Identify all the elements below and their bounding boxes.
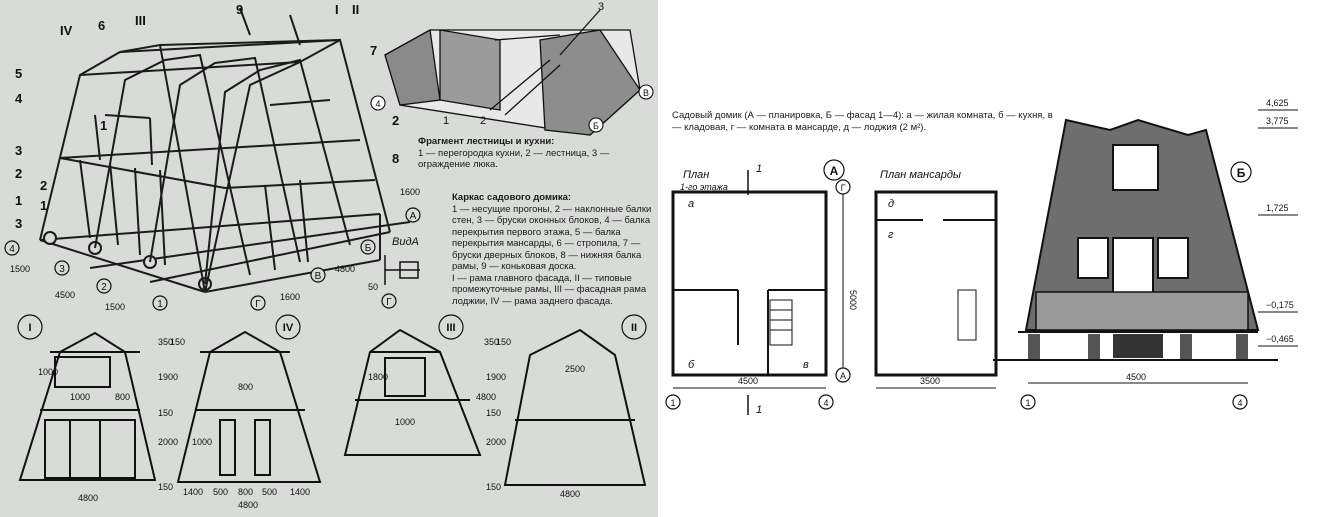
axis-3: 3: [59, 264, 65, 275]
stair-axis-V: В: [642, 88, 650, 98]
frame-I-2000: 2000: [158, 437, 179, 447]
frame-IV-500b: 500: [262, 487, 278, 497]
frame-III-150: 150: [496, 337, 512, 347]
frame-caption-title: Каркас садового домика:: [452, 192, 572, 203]
axis-G: Г: [255, 299, 261, 310]
frame-III-1900: 1900: [486, 372, 507, 382]
frame-I-150b: 150: [158, 408, 174, 418]
dim-50: 50: [368, 282, 379, 292]
frame-II-4800: 4800: [560, 489, 581, 499]
label-7: 7: [370, 43, 378, 58]
label-1b: 1: [15, 193, 23, 208]
frame-II-number: II: [630, 322, 638, 334]
label-2: 2: [392, 113, 400, 128]
house-caption-text: Садовый домик (А — планировка, Б — фасад 1—4): а — жилая комната, б — кухня, в — кладовая, г — комната в мансарде, д — лоджия (2 м²).: [672, 110, 1053, 133]
dim-1500b: 1500: [105, 302, 126, 312]
plan1-room-a: а: [688, 198, 695, 210]
facade-dim-4500: 4500: [1126, 372, 1147, 382]
frame-I-150a: 150: [170, 337, 186, 347]
plan1-axis-1: 1: [670, 398, 676, 408]
plan1-axis-A: А: [839, 371, 847, 381]
level-0465: −0,465: [1266, 334, 1294, 344]
stair-n1: 1: [443, 115, 450, 127]
label-8: 8: [392, 151, 400, 166]
frame-caption-text: 1 — несущие прогоны, 2 — наклонные балки стен, 3 — бруски оконных блоков, 4 — балка перекрытия первого этажа, 5 — балка перекрытия мансарды, 6 — стропила, 7 — бруски дверных блоков, 8 — нижняя балка рамы, 9 — коньковая доска.: [452, 203, 652, 272]
frame-II-2500: 2500: [565, 364, 586, 374]
label-2c: 2: [40, 178, 48, 193]
frame-III-150c: 150: [486, 482, 502, 492]
label-2b: 2: [15, 166, 23, 181]
axis-G2: Г: [386, 297, 392, 308]
stair-fragment: [385, 10, 640, 135]
axis-V: В: [314, 271, 322, 282]
frame-IV-1400a: 1400: [183, 487, 204, 497]
plan2-title: План мансарды: [880, 169, 962, 181]
label-5: 5: [15, 66, 23, 81]
level-3775: 3,775: [1266, 116, 1289, 126]
stair-n2: 2: [480, 115, 487, 127]
plan1-room-b: б: [688, 359, 695, 371]
label-6: 6: [98, 18, 106, 33]
frame-caption-text2: I — рама главного фасада, II — типовые промежуточные рамы, III — фасадная рама лоджии, IV — рама заднего фасада.: [452, 272, 647, 307]
label-I: I: [335, 2, 339, 17]
plan2-dim-3500: 3500: [920, 376, 941, 386]
frame-III-150b: 150: [486, 408, 502, 418]
frame-I-350: 350: [158, 337, 174, 347]
axis-B: Б: [364, 243, 372, 254]
plan1-dim-5000: 5000: [848, 290, 858, 311]
frame-IV-1400b: 1400: [290, 487, 311, 497]
frame-I-800: 800: [115, 392, 131, 402]
frame-III-1000: 1000: [395, 417, 416, 427]
axis-4: 4: [9, 244, 15, 255]
frame-caption: [452, 192, 652, 307]
axis-1: 1: [157, 299, 163, 310]
plan1-title-1: План: [683, 169, 710, 181]
label-9: 9: [236, 2, 244, 17]
plan2-room-g: г: [888, 229, 894, 241]
label-3b: 3: [15, 216, 23, 231]
label-IV: IV: [60, 23, 73, 38]
facade-axis-4: 4: [1237, 398, 1243, 408]
label-II: II: [352, 2, 360, 17]
frame-III-2000: 2000: [486, 437, 507, 447]
plan1-axis-G: Г: [840, 183, 846, 193]
plan1-cut-bot: 1: [756, 404, 763, 416]
plan2-room-d: д: [888, 198, 895, 210]
frame-IV-number: IV: [282, 322, 294, 334]
level-1725: 1,725: [1266, 203, 1289, 213]
facade-big-B: Б: [1236, 166, 1246, 180]
plan1-title-2: 1-го этажа: [680, 182, 728, 192]
label-3: 3: [15, 143, 23, 158]
frame-IV-4800: 4800: [238, 500, 259, 510]
frame-III-4800: 4800: [476, 392, 497, 402]
frame-IV-800b: 800: [238, 487, 254, 497]
facade: [993, 110, 1298, 383]
dim-1600a: 1600: [400, 187, 421, 197]
vid-label: ВидА: [392, 236, 419, 248]
frame-I-number: I: [28, 322, 32, 334]
frame-III-1800: 1800: [368, 372, 389, 382]
house-plans-svg: [658, 0, 1326, 517]
frame-IV-800: 800: [238, 382, 254, 392]
frame-I-1000h: 1000: [70, 392, 91, 402]
dim-4800: 4800: [335, 264, 356, 274]
label-4: 4: [15, 91, 23, 106]
level-0175: −0,175: [1266, 300, 1294, 310]
stair-caption-text: 1 — перегородка кухни, 2 — лестница, 3 — ограждение люка.: [418, 147, 610, 170]
dim-1600b: 1600: [280, 292, 301, 302]
stair-caption: [418, 136, 653, 171]
plan1-cut-top: 1: [756, 163, 763, 175]
label-1: 1: [100, 118, 108, 133]
axis-2: 2: [101, 282, 107, 293]
frame-III-350: 350: [484, 337, 500, 347]
frame-III-number: III: [446, 322, 456, 334]
left-panel-frame-drawings: [0, 0, 658, 517]
frame-I-1900: 1900: [158, 372, 179, 382]
stair-caption-title: Фрагмент лестницы и кухни:: [418, 136, 555, 147]
plan1-dim-4500: 4500: [738, 376, 759, 386]
frame-IV-1000: 1000: [192, 437, 213, 447]
level-4625: 4,625: [1266, 98, 1289, 108]
facade-axis-1: 1: [1025, 398, 1031, 408]
right-panel-house-plans: [658, 0, 1326, 517]
label-1c: 1: [40, 198, 48, 213]
frame-I-4800: 4800: [78, 493, 99, 503]
isometric-frame: [40, 8, 410, 292]
plan-attic: [876, 192, 996, 388]
stair-axis-B: Б: [593, 121, 599, 131]
dim-4500: 4500: [55, 290, 76, 300]
axis-A: А: [409, 211, 417, 222]
label-III: III: [135, 13, 146, 28]
stair-n3: 3: [598, 1, 605, 13]
plan1-big-A: А: [829, 164, 839, 178]
plan1-room-v: в: [803, 359, 809, 371]
frame-I-1000: 1000: [38, 367, 59, 377]
frame-I-150c: 150: [158, 482, 174, 492]
dim-1500a: 1500: [10, 264, 31, 274]
stair-axis-4: 4: [375, 99, 381, 109]
plan1-axis-4: 4: [823, 398, 829, 408]
frame-IV-500a: 500: [213, 487, 229, 497]
